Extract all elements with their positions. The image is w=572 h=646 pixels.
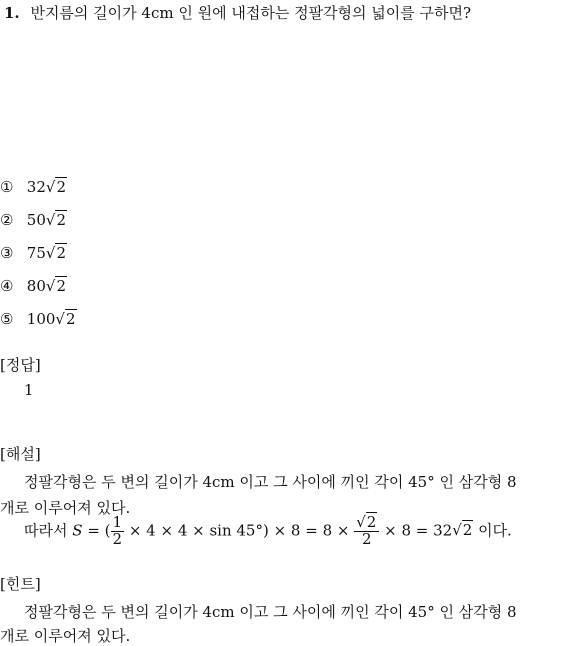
hint-label: [힌트] xyxy=(0,575,41,593)
sqrt-symbol: √2 xyxy=(45,244,66,262)
choice-coef: 50 xyxy=(26,211,46,229)
formula-variable: S xyxy=(72,521,83,540)
choice-mark: ④ xyxy=(0,277,14,295)
explanation-label: [해설] xyxy=(0,445,41,463)
choice-mark: ⑤ xyxy=(0,310,14,328)
sqrt-symbol: √2 xyxy=(55,310,76,328)
question xyxy=(4,2,471,23)
hint-line2: 개로 이루어져 있다. xyxy=(0,627,131,645)
choice-5[interactable] xyxy=(0,310,77,328)
sqrt-symbol: √2 xyxy=(45,178,66,196)
answer-value: 1 xyxy=(24,381,34,399)
question-number: 1. xyxy=(4,4,20,22)
choice-mark: ② xyxy=(0,211,14,229)
choice-coef: 80 xyxy=(26,277,46,295)
formula-tail: × 8 = 32 xyxy=(379,521,453,540)
sqrt-symbol: √2 xyxy=(45,277,66,295)
fraction-one-half: $\frac{1}{2}$ xyxy=(112,513,123,548)
choice-coef: 32 xyxy=(26,178,46,196)
choice-mark: ③ xyxy=(0,244,14,262)
choice-mark: ① xyxy=(0,178,14,196)
explanation-line1: 정팔각형은 두 변의 길이가 4cm 이고 그 사이에 끼인 각이 45° 인 삼각형 8 xyxy=(24,473,517,491)
formula-prefix: 따라서 xyxy=(24,521,68,540)
choice-4[interactable] xyxy=(0,277,67,295)
answer-label: [정답] xyxy=(0,356,41,374)
choice-coef: 100 xyxy=(26,310,56,328)
choice-2[interactable] xyxy=(0,211,67,229)
sqrt-symbol: √2 xyxy=(45,211,66,229)
fraction-root2-half: $\frac{√2}{2}$ xyxy=(354,515,379,548)
question-text: 반지름의 길이가 4cm 인 원에 내접하는 정팔각형의 넓이를 구하면? xyxy=(30,4,472,22)
hint-line1: 정팔각형은 두 변의 길이가 4cm 이고 그 사이에 끼인 각이 45° 인 삼각형 8 xyxy=(24,603,517,621)
explanation-formula xyxy=(24,515,512,548)
choice-coef: 75 xyxy=(26,244,46,262)
explanation-line2: 개로 이루어져 있다. xyxy=(0,499,131,517)
choice-3[interactable] xyxy=(0,244,67,262)
formula-end: 이다. xyxy=(473,521,512,540)
choice-1[interactable] xyxy=(0,178,67,196)
formula-middle: × 4 × 4 × sin 45°) × 8 = 8 × xyxy=(124,521,355,540)
sqrt-symbol: √2 xyxy=(452,521,473,540)
formula-eq: = ( xyxy=(82,521,111,540)
